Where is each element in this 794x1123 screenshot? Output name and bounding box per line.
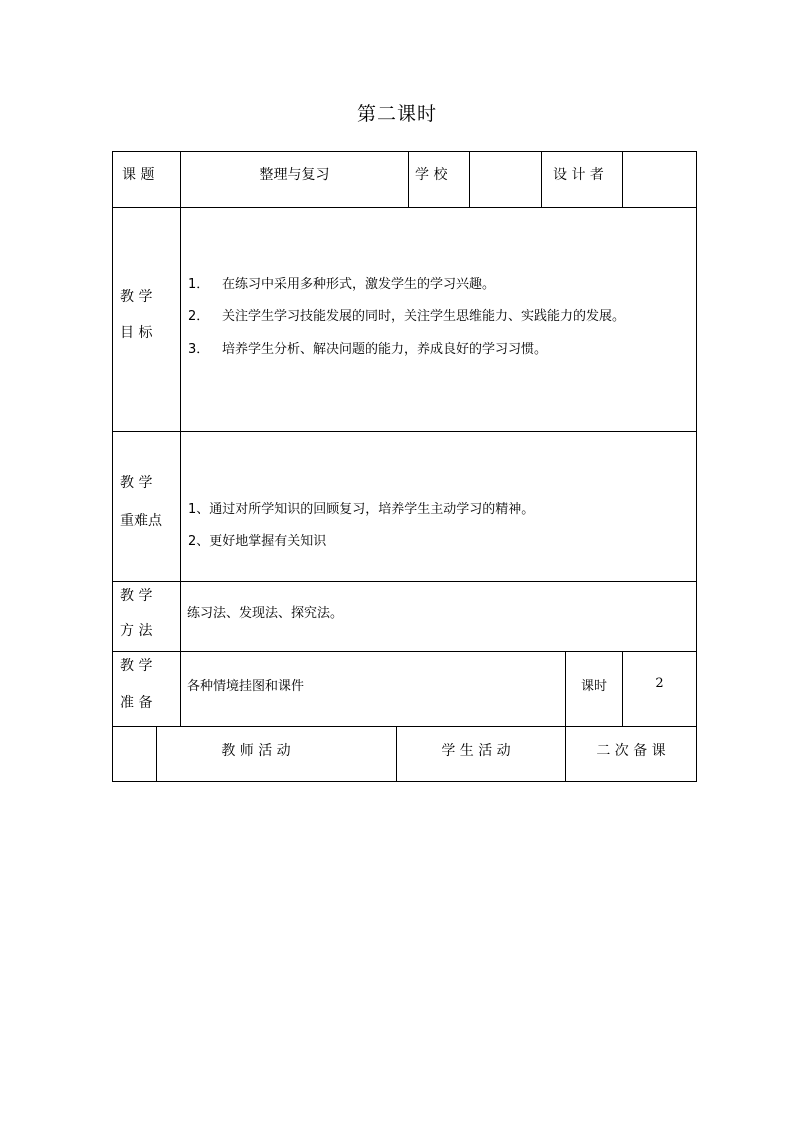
methods-label-line2: 方 法 [120,623,153,639]
key-points-label-line2: 重难点 [120,513,162,529]
school-label: 学 校 [415,167,448,183]
designer-label: 设 计 者 [553,167,604,183]
goal-item-number: 2． [188,309,210,324]
goals-label-line2: 目 标 [120,325,153,341]
student-activity-header: 学 生 活 动 [441,743,511,759]
goal-item-text: 在练习中采用多种形式，激发学生的学习兴趣。 [222,277,496,292]
preparation-label-line1: 教 学 [120,658,153,674]
teacher-activity-header: 教 师 活 动 [221,743,291,759]
goals-label-cell [112,207,181,432]
topic-label: 课 题 [122,167,155,183]
second-prep-header: 二 次 备 课 [596,743,666,759]
goals-label-line1: 教 学 [120,289,153,305]
hours-value: 2 [655,676,664,691]
key-point-item: 1、通过对所学知识的回顾复习，培养学生主动学习的精神。 [188,502,535,517]
goal-item-text: 培养学生分析、解决问题的能力，养成良好的学习习惯。 [222,342,548,357]
activities-blank-cell [112,726,157,782]
goal-item-number: 3． [188,342,210,357]
topic-value: 整理与复习 [259,167,330,183]
goal-item-text: 关注学生学习技能发展的同时，关注学生思维能力、实践能力的发展。 [222,309,626,324]
methods-text: 练习法、发现法、探究法。 [187,606,344,621]
preparation-text: 各种情境挂图和课件 [187,679,305,694]
key-points-label-cell [112,431,181,582]
preparation-label-line2: 准 备 [120,695,153,711]
hours-label: 课时 [580,679,607,694]
key-point-item: 2、更好地掌握有关知识 [188,534,327,549]
designer-value-cell [622,151,697,208]
school-value-cell [469,151,542,208]
goal-item-number: 1． [188,277,210,292]
methods-label-line1: 教 学 [120,588,153,604]
key-points-label-line1: 教 学 [120,475,153,491]
page-title: 第二课时 [356,103,437,125]
